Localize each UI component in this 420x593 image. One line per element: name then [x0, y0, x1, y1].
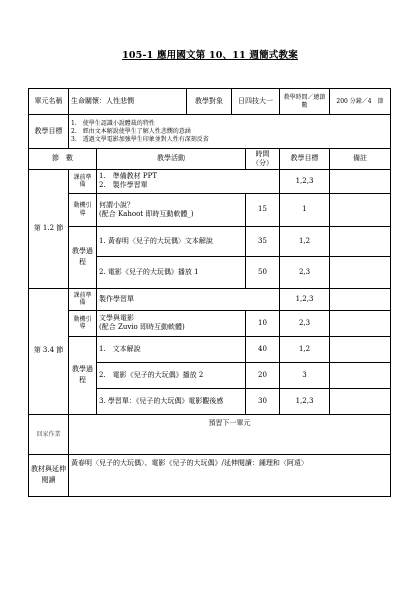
- time-cell: 10: [246, 310, 280, 336]
- col-time: 時間（分）: [246, 149, 280, 170]
- stage-cell: 課前準備: [69, 288, 97, 310]
- time-cell: 35: [246, 226, 280, 256]
- activity-cell: 1. 準備教材 PPT 2. 製作學習單: [97, 169, 280, 193]
- stage-cell: 教學過程: [69, 226, 97, 288]
- time-cell: 40: [246, 336, 280, 362]
- note-cell: [330, 362, 391, 388]
- homework-row: [29, 414, 391, 454]
- note-cell: [330, 336, 391, 362]
- time-cell: 30: [246, 388, 280, 414]
- col-resource: 教學目標: [280, 149, 330, 170]
- activity-cell: 製作學習單: [97, 288, 280, 310]
- goal-cell: 1,2,3: [280, 288, 330, 310]
- goal-cell: 2,3: [280, 256, 330, 288]
- homework-label: 回家作業: [29, 414, 69, 454]
- activity-cell: 2. 電影《兒子的大玩偶》播放 1: [97, 256, 246, 288]
- stage-cell: 動機引導: [69, 193, 97, 226]
- goals-row: [29, 115, 391, 149]
- table-row: [29, 193, 391, 226]
- page-title: 105-1 應用國文第 10、11 週簡式教案: [122, 50, 298, 61]
- goal-cell: 1,2: [280, 336, 330, 362]
- goal-cell: 2,3: [280, 310, 330, 336]
- goals-label: 教學目標: [29, 115, 69, 149]
- activity-cell: 文學與電影 (配合 Zuvio 即時互動軟體): [97, 310, 246, 336]
- goal-item: 3. 透過文學電影加強學生印象並對人性有深刻反省: [71, 135, 209, 143]
- goal-item: 1. 使學生認識小說體裁的特性: [71, 119, 155, 127]
- time-cell: 20: [246, 362, 280, 388]
- time-label: 教學時間／總節數: [280, 89, 330, 115]
- table-row: [29, 226, 391, 256]
- time-cell: 15: [246, 193, 280, 226]
- goal-cell: 1,2: [280, 226, 330, 256]
- table-row: [29, 336, 391, 362]
- table-row: [29, 169, 391, 193]
- table-row: [29, 288, 391, 310]
- table-row: [29, 310, 391, 336]
- col-activity: 教學活動: [97, 149, 246, 170]
- goal-cell: 3: [280, 362, 330, 388]
- unit-value: 生命關懷：人性悲憫: [69, 89, 187, 115]
- goal-cell: 1,2,3: [280, 169, 330, 193]
- note-cell: [330, 169, 391, 193]
- unit-label: 單元名稱: [29, 89, 69, 115]
- activity-cell: 1. 黃春明〈兒子的大玩偶〉文本解說: [97, 226, 246, 256]
- lesson-plan-table: [28, 88, 391, 497]
- stage-cell: 教學過程: [69, 336, 97, 414]
- activity-cell: 2. 電影《兒子的大玩偶》播放 2: [97, 362, 246, 388]
- homework-value: 預習下一單元: [69, 414, 391, 454]
- note-cell: [330, 310, 391, 336]
- time-cell: 50: [246, 256, 280, 288]
- goals-list: [69, 115, 391, 149]
- col-note: 備註: [330, 149, 391, 170]
- materials-row: [29, 454, 391, 496]
- activity-cell: 1. 文本解說: [97, 336, 246, 362]
- column-header-row: [29, 149, 391, 170]
- goal-cell: 1,2,3: [280, 388, 330, 414]
- activity-cell: 3. 學習單：《兒子的大玩偶》電影觀後感: [97, 388, 246, 414]
- note-cell: [330, 388, 391, 414]
- note-cell: [330, 226, 391, 256]
- goal-item: 2. 經由文本解說使學生了解人性悲憫的意涵: [71, 127, 191, 135]
- note-cell: [330, 193, 391, 226]
- section-cell: 第 3.4 節: [29, 288, 69, 414]
- col-section: 節 數: [29, 149, 97, 170]
- activity-cell: 何謂小說？ (配合 Kahoot 即時互動軟體_): [97, 193, 246, 226]
- goal-cell: 1: [280, 193, 330, 226]
- stage-cell: 動機引導: [69, 310, 97, 336]
- time-value: 200 分鐘／4 節: [330, 89, 391, 115]
- stage-cell: 課前準備: [69, 169, 97, 193]
- materials-label: 教材與延伸閱讀: [29, 454, 69, 496]
- target-value: 日四技大一: [232, 89, 280, 115]
- note-cell: [330, 288, 391, 310]
- note-cell: [330, 256, 391, 288]
- materials-value: 黃春明〈兒子的大玩偶〉、電影《兒子的大玩偶》/延伸閱讀：鍾理和〈阿遠〉: [69, 454, 391, 496]
- target-label: 教學對象: [187, 89, 232, 115]
- section-cell: 第 1.2 節: [29, 169, 69, 288]
- header-row: [29, 89, 391, 115]
